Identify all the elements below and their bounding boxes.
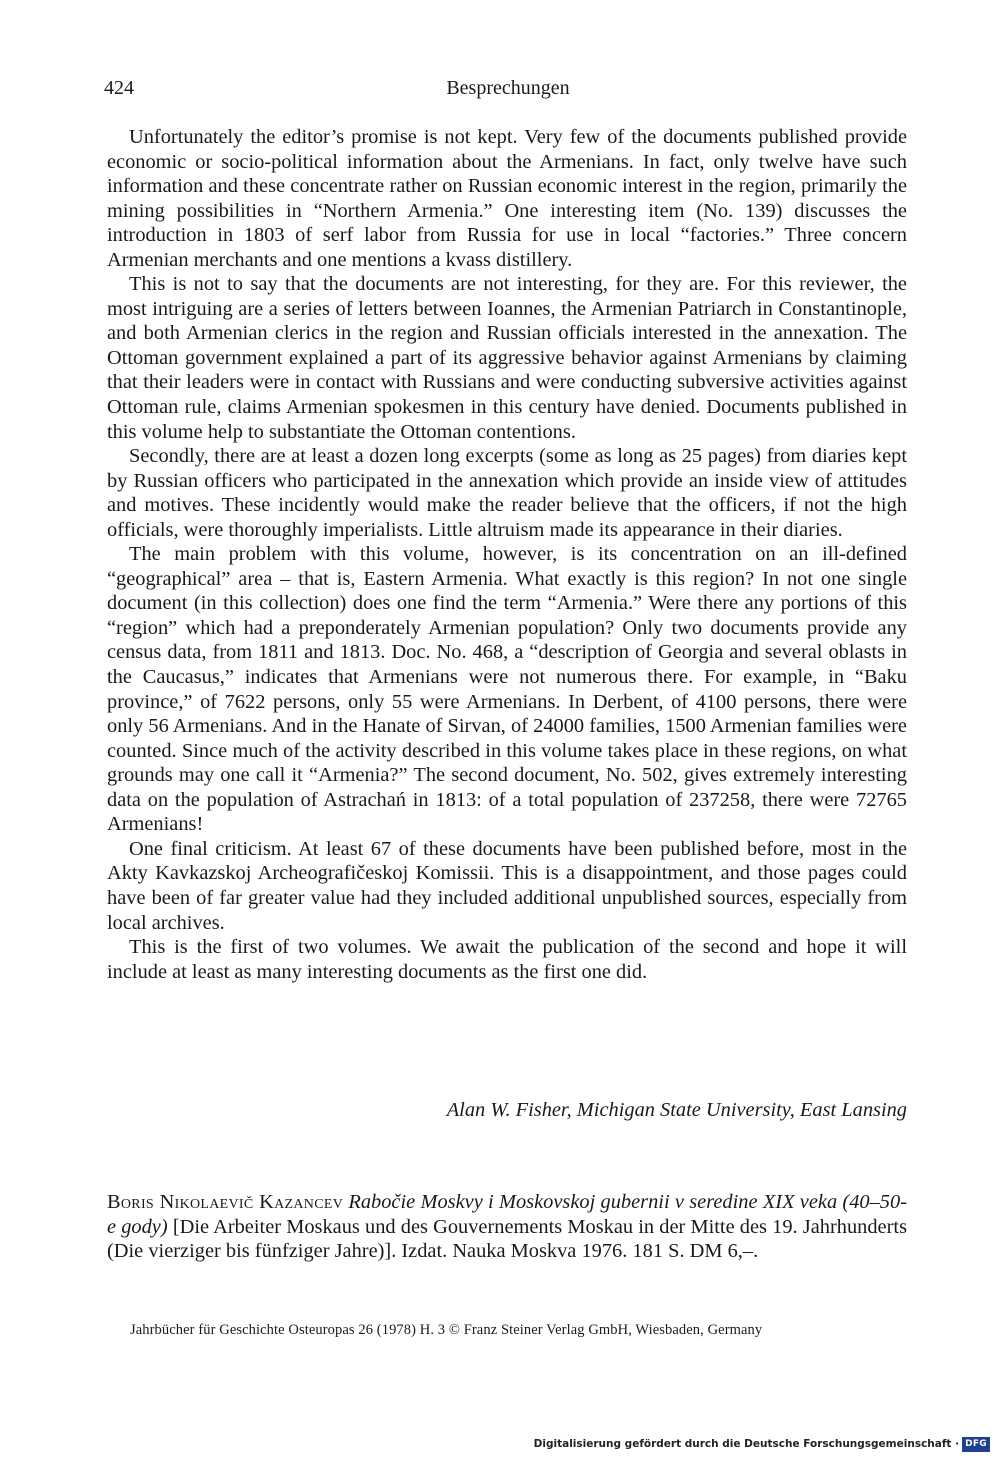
paragraph: The main problem with this volume, however, is its concentration on an ill-defined “geographical” area – that is, Eastern Armenia. What exactly is this region? In not one single document (in this collection) does one find the term “Armenia.” Were there any portions of this “region” which had a preponderately Armenian population? Only two documents provide any census data, from 1811 and 1813. Doc. No. 468, a “description of Georgia and several oblasts in the Caucasus,” indicates that Armenians were not numerous there. For example, in “Baku province,” of 7622 persons, only 55 were Armenians. In Derbent, of 4100 persons, there were only 56 Armenians. And in the Hanate of Sirvan, of 24000 families, 1500 Armenian families were counted. Since much of the activity described in this volume takes place in these regions, on what grounds may one call it “Armenia?” The second document, No. 502, gives extremely interesting data on the population of Astrachań in 1813: of a total population of 237258, there were 72765 Armenians! (107, 543, 907, 836)
book-title: Rabočie Moskvy i Moskovskoj gubernii v seredine XIX veka (40–50-e gody) (107, 1191, 907, 1238)
paragraph: One final criticism. At least 67 of these documents have been published before, most in the Akty Kavkazskoj Archeografičeskoj Komissii. This is a disappointment, and those pages could have been of far greater value had they included additional unpublished sources, especially from local archives. (107, 837, 907, 934)
page-number: 424 (104, 77, 134, 99)
book-details: [Die Arbeiter Moskaus und des Gouvernements Moskau in der Mitte des 19. Jahrhunderts (Die vierziger bis fünfziger Jahre)]. Izdat. Nauka Moskva 1976. 181 S. DM 6,–. (107, 1215, 908, 1262)
digitization-text: Digitalisierung gefördert durch die Deutsche Forschungsgemeinschaft · (533, 1438, 960, 1450)
dfg-logo-icon: DFG (962, 1437, 990, 1452)
running-title: Besprechungen (446, 77, 570, 99)
journal-footer: Jahrbücher für Geschichte Osteuropas 26 (1978) H. 3 © Franz Steiner Verlag GmbH, Wiesbaden, Germany (130, 1322, 763, 1338)
paragraph: Secondly, there are at least a dozen long excerpts (some as long as 25 pages) from diaries kept by Russian officers who participated in the annexation which provide an inside view of attitudes and motives. These incidently would make the reader believe that the officers, if not the high officials, were thoroughly imperialists. Little altruism made its appearance in their diaries. (107, 445, 907, 541)
paragraph: This is not to say that the documents are not interesting, for they are. For this reviewer, the most intriguing are a series of letters between Ioannes, the Armenian Patriarch in Constantinople, and both Armenian clerics in the region and Russian officials interested in the annexation. The Ottoman government explained a part of its aggressive behavior against Armenians by claiming that their leaders were in contact with Russians and were conducting subversive activities against Ottoman rule, claims Armenian spokesmen in this century have denied. Documents published in this volume help to substantiate the Ottoman contentions. (107, 273, 907, 443)
paragraph: Unfortunately the editor’s promise is not kept. Very few of the documents published provide economic or socio-political information about the Armenians. In fact, only twelve have such information and these concentrate rather on Russian economic interest in the region, primarily the mining possibilities in “Northern Armenia.” One interesting item (No. 139) discusses the introduction in 1803 of serf labor from Russia for use in local “factories.” Three concern Armenian merchants and one mentions a kvass distillery. (107, 126, 907, 271)
paragraph: This is the first of two volumes. We await the publication of the second and hope it will include at least as many interesting documents as the first one did. (107, 936, 907, 983)
next-review-citation (107, 1190, 907, 1264)
digitization-footer (534, 1435, 990, 1453)
review-body (107, 125, 907, 984)
book-author: Boris Nikolaevič Kazancev (107, 1191, 344, 1213)
reviewer-signature: Alan W. Fisher, Michigan State University, East Lansing (446, 1099, 907, 1121)
page-header (104, 74, 912, 102)
